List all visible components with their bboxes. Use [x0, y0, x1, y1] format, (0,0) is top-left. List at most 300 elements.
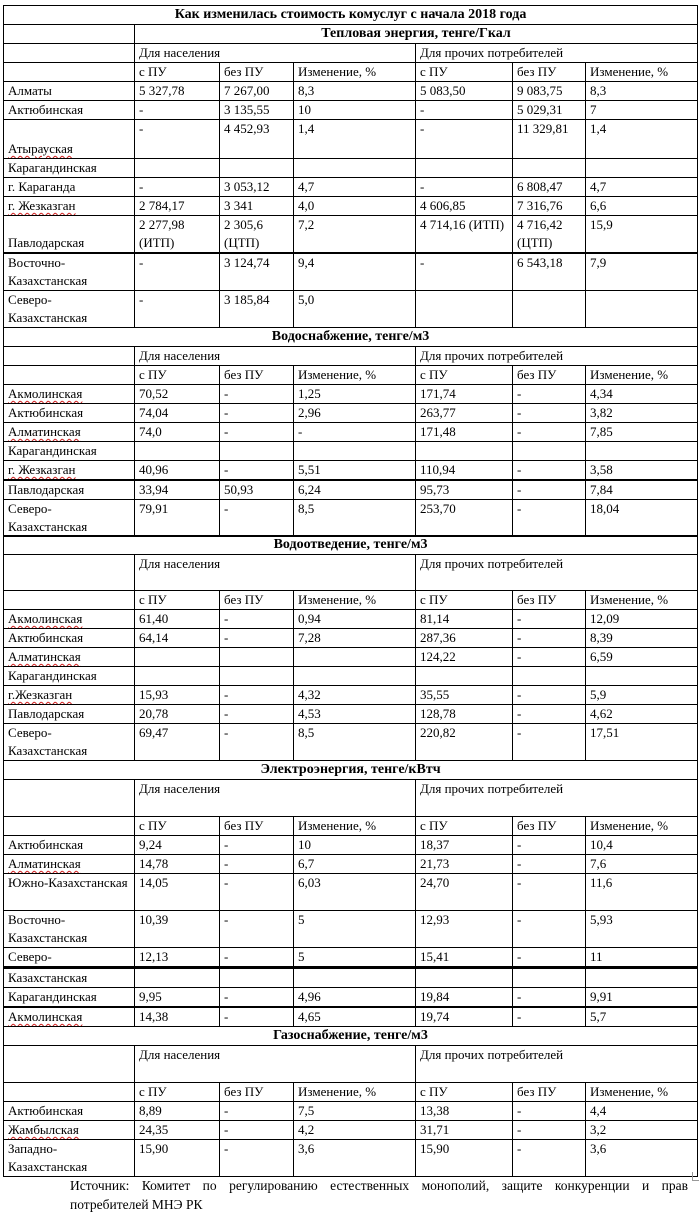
value-pop-without-meter [220, 648, 294, 667]
region-name: Восточно-Казахстанская [4, 911, 135, 948]
table-row [4, 423, 698, 442]
value-oth-without-meter: - [513, 1007, 586, 1027]
col-without-meter: без ПУ [513, 63, 586, 82]
value-pop-with-meter: 12,13 [135, 948, 220, 968]
value-pop-change: 7,28 [294, 629, 416, 648]
value-pop-change [294, 442, 416, 461]
value-oth-with-meter: 287,36 [416, 629, 513, 648]
value-pop-change: 7,5 [294, 1102, 416, 1121]
value-oth-without-meter: - [513, 385, 586, 404]
col-change: Изменение, % [586, 591, 698, 610]
region-name: Актюбинская [4, 836, 135, 855]
value-oth-with-meter: 263,77 [416, 404, 513, 423]
table-row [4, 969, 698, 988]
value-pop-with-meter: 2 784,17 [135, 197, 220, 216]
value-pop-without-meter: - [220, 500, 294, 537]
value-pop-change: 7,2 [294, 216, 416, 254]
table-row [4, 461, 698, 481]
section-title-gas: Газоснабжение, тенге/м3 [4, 1027, 698, 1046]
value-oth-change: 5,93 [586, 911, 698, 948]
col-with-meter: с ПУ [416, 817, 513, 836]
value-pop-without-meter: - [220, 874, 294, 911]
value-pop-with-meter: 14,38 [135, 1007, 220, 1027]
section-title-water: Водоснабжение, тенге/м3 [4, 328, 698, 347]
value-pop-without-meter: 3 124,74 [220, 253, 294, 291]
value-pop-change: 4,32 [294, 686, 416, 705]
region-name: Алматинская [4, 423, 135, 442]
value-pop-with-meter: - [135, 178, 220, 197]
value-oth-without-meter: - [513, 874, 586, 911]
value-oth-with-meter: 15,90 [416, 1140, 513, 1177]
group-others: Для прочих потребителей [416, 1046, 698, 1083]
group-population: Для населения [135, 347, 416, 366]
value-pop-with-meter: 10,39 [135, 911, 220, 948]
value-pop-change: 4,2 [294, 1121, 416, 1140]
col-without-meter: без ПУ [513, 1083, 586, 1102]
value-oth-without-meter: - [513, 480, 586, 500]
value-pop-change: 4,65 [294, 1007, 416, 1027]
table-row [4, 1007, 698, 1027]
value-pop-change: 3,6 [294, 1140, 416, 1177]
value-pop-without-meter [220, 159, 294, 178]
value-pop-change: 8,5 [294, 500, 416, 537]
value-pop-without-meter: 2 305,6 (ЦТП) [220, 216, 294, 254]
col-with-meter: с ПУ [135, 591, 220, 610]
value-oth-without-meter: - [513, 629, 586, 648]
value-oth-without-meter: 6 543,18 [513, 253, 586, 291]
value-oth-change [586, 159, 698, 178]
value-pop-with-meter: 33,94 [135, 480, 220, 500]
value-oth-with-meter: 110,94 [416, 461, 513, 481]
value-oth-with-meter: - [416, 120, 513, 159]
value-pop-without-meter: 7 267,00 [220, 82, 294, 101]
value-oth-change: 3,58 [586, 461, 698, 481]
group-others: Для прочих потребителей [416, 780, 698, 817]
value-oth-with-meter [416, 969, 513, 988]
value-oth-change: 7,6 [586, 855, 698, 874]
value-pop-with-meter [135, 667, 220, 686]
value-oth-with-meter: 18,37 [416, 836, 513, 855]
col-without-meter: без ПУ [513, 366, 586, 385]
value-oth-with-meter: 24,70 [416, 874, 513, 911]
table-row [4, 705, 698, 724]
value-oth-with-meter: 220,82 [416, 724, 513, 761]
group-population: Для населения [135, 44, 416, 63]
section-title-electro: Электроэнергия, тенге/кВтч [4, 761, 698, 780]
group-population: Для населения [135, 555, 416, 591]
table-row [4, 610, 698, 629]
value-oth-without-meter [513, 291, 586, 328]
value-pop-with-meter: 2 277,98 (ИТП) [135, 216, 220, 254]
value-oth-without-meter: 4 716,42 (ЦТП) [513, 216, 586, 254]
tariff-table-part-1 [3, 5, 698, 537]
value-pop-change: - [294, 423, 416, 442]
value-pop-with-meter: 79,91 [135, 500, 220, 537]
value-oth-with-meter: 171,74 [416, 385, 513, 404]
page-corner-mark [692, 1172, 699, 1181]
table-row [4, 480, 698, 500]
value-oth-change: 3,2 [586, 1121, 698, 1140]
value-pop-with-meter: - [135, 253, 220, 291]
table-row [4, 686, 698, 705]
value-oth-with-meter: 81,14 [416, 610, 513, 629]
value-oth-with-meter: 95,73 [416, 480, 513, 500]
value-oth-change: 1,4 [586, 120, 698, 159]
value-pop-with-meter: - [135, 120, 220, 159]
region-name: Карагандинская [4, 442, 135, 461]
value-pop-without-meter: 3 053,12 [220, 178, 294, 197]
subheader-row [4, 817, 698, 836]
value-oth-change: 3,6 [586, 1140, 698, 1177]
value-oth-change: 8,3 [586, 82, 698, 101]
value-pop-without-meter: - [220, 911, 294, 948]
col-with-meter: с ПУ [416, 63, 513, 82]
col-without-meter: без ПУ [220, 591, 294, 610]
value-pop-change: 6,03 [294, 874, 416, 911]
value-oth-change [586, 291, 698, 328]
value-pop-change: 5 [294, 948, 416, 968]
value-oth-without-meter: - [513, 648, 586, 667]
region-name: Актюбинская [4, 404, 135, 423]
group-population: Для населения [135, 1046, 416, 1083]
region-name: г.Жезказган [4, 686, 135, 705]
value-oth-change: 4,4 [586, 1102, 698, 1121]
value-pop-change: 4,53 [294, 705, 416, 724]
table-row [4, 1140, 698, 1177]
value-pop-change [294, 667, 416, 686]
subheader-row [4, 366, 698, 385]
value-oth-with-meter: 4 606,85 [416, 197, 513, 216]
value-oth-without-meter: - [513, 911, 586, 948]
table-row [4, 1102, 698, 1121]
table-row [4, 874, 698, 911]
value-pop-without-meter [220, 969, 294, 988]
col-without-meter: без ПУ [220, 1083, 294, 1102]
value-oth-change: 5,9 [586, 686, 698, 705]
col-change: Изменение, % [294, 63, 416, 82]
value-pop-without-meter: 3 135,55 [220, 101, 294, 120]
value-pop-without-meter: 3 185,84 [220, 291, 294, 328]
value-oth-with-meter: 128,78 [416, 705, 513, 724]
value-oth-change [586, 969, 698, 988]
value-pop-change: 5 [294, 911, 416, 948]
col-with-meter: с ПУ [416, 366, 513, 385]
value-pop-without-meter: - [220, 1007, 294, 1027]
value-oth-change: 17,51 [586, 724, 698, 761]
col-with-meter: с ПУ [135, 366, 220, 385]
value-pop-without-meter: - [220, 948, 294, 968]
value-oth-change: 9,91 [586, 988, 698, 1008]
region-name: Алматинская [4, 648, 135, 667]
table-row [4, 253, 698, 291]
value-pop-without-meter: 50,93 [220, 480, 294, 500]
value-pop-with-meter: 5 327,78 [135, 82, 220, 101]
value-pop-change: 4,96 [294, 988, 416, 1008]
region-name: Северо-Казахстанская [4, 291, 135, 328]
value-pop-without-meter: 3 341 [220, 197, 294, 216]
value-pop-without-meter: - [220, 461, 294, 481]
value-oth-change: 4,7 [586, 178, 698, 197]
value-oth-without-meter: - [513, 500, 586, 537]
value-pop-change: 4,7 [294, 178, 416, 197]
value-oth-without-meter: - [513, 1140, 586, 1177]
group-others: Для прочих потребителей [416, 347, 698, 366]
value-oth-with-meter: - [416, 178, 513, 197]
table-row [4, 291, 698, 328]
value-pop-without-meter [220, 667, 294, 686]
value-pop-without-meter: - [220, 423, 294, 442]
table-row [4, 836, 698, 855]
value-oth-change: 12,09 [586, 610, 698, 629]
region-name: Акмолинская [4, 610, 135, 629]
table-row [4, 948, 698, 968]
value-pop-without-meter: - [220, 988, 294, 1008]
value-oth-without-meter: - [513, 461, 586, 481]
region-name: г. Жезказган [4, 461, 135, 481]
col-without-meter: без ПУ [513, 591, 586, 610]
value-pop-with-meter: 61,40 [135, 610, 220, 629]
region-name: Акмолинская [4, 385, 135, 404]
region-name: Акмолинская [4, 1007, 135, 1027]
value-oth-change: 4,62 [586, 705, 698, 724]
table-row [4, 724, 698, 761]
value-oth-with-meter: 4 714,16 (ИТП) [416, 216, 513, 254]
value-pop-without-meter [220, 442, 294, 461]
table-row [4, 82, 698, 101]
value-oth-with-meter: 124,22 [416, 648, 513, 667]
region-name: Павлодарская [4, 480, 135, 500]
col-change: Изменение, % [586, 366, 698, 385]
region-name: Северо-Казахстанская [4, 500, 135, 537]
value-oth-with-meter: - [416, 101, 513, 120]
value-oth-with-meter [416, 159, 513, 178]
value-pop-with-meter: 20,78 [135, 705, 220, 724]
value-oth-change: 8,39 [586, 629, 698, 648]
value-pop-without-meter: - [220, 836, 294, 855]
value-pop-with-meter: 9,24 [135, 836, 220, 855]
region-name: Северо-Казахстанская [4, 724, 135, 761]
value-oth-with-meter: 15,41 [416, 948, 513, 968]
value-pop-with-meter [135, 648, 220, 667]
table-row [4, 1121, 698, 1140]
group-others: Для прочих потребителей [416, 44, 698, 63]
value-oth-without-meter [513, 159, 586, 178]
value-pop-change: 1,25 [294, 385, 416, 404]
value-oth-without-meter: - [513, 948, 586, 968]
value-oth-without-meter: - [513, 836, 586, 855]
region-name: г. Караганда [4, 178, 135, 197]
value-pop-with-meter [135, 159, 220, 178]
table-row [4, 159, 698, 178]
value-oth-change: 7,85 [586, 423, 698, 442]
value-oth-without-meter: 7 316,76 [513, 197, 586, 216]
value-oth-with-meter: 12,93 [416, 911, 513, 948]
value-oth-without-meter [513, 969, 586, 988]
value-pop-change: 0,94 [294, 610, 416, 629]
value-pop-change: 5,0 [294, 291, 416, 328]
subheader-row [4, 591, 698, 610]
table-row [4, 216, 698, 254]
value-pop-change [294, 969, 416, 988]
value-oth-without-meter [513, 442, 586, 461]
value-pop-without-meter: - [220, 610, 294, 629]
value-pop-change: 6,7 [294, 855, 416, 874]
value-pop-with-meter: 9,95 [135, 988, 220, 1008]
value-oth-with-meter [416, 667, 513, 686]
value-oth-with-meter: 35,55 [416, 686, 513, 705]
value-pop-change: 2,96 [294, 404, 416, 423]
value-oth-with-meter: 31,71 [416, 1121, 513, 1140]
value-pop-change [294, 159, 416, 178]
table-row [4, 911, 698, 948]
value-pop-change: 8,3 [294, 82, 416, 101]
tariff-table-part-2 [3, 535, 698, 968]
value-pop-without-meter: - [220, 385, 294, 404]
value-oth-change: 7 [586, 101, 698, 120]
value-pop-change [294, 648, 416, 667]
value-pop-change: 10 [294, 101, 416, 120]
value-pop-without-meter: - [220, 1140, 294, 1177]
region-name: Актюбинская [4, 629, 135, 648]
table-row [4, 404, 698, 423]
value-oth-change: 6,6 [586, 197, 698, 216]
value-pop-change: 5,51 [294, 461, 416, 481]
region-name: Восточно-Казахстанская [4, 253, 135, 291]
table-row [4, 988, 698, 1008]
value-pop-without-meter: - [220, 629, 294, 648]
tariff-table-part-3 [3, 968, 698, 1177]
value-pop-with-meter [135, 442, 220, 461]
region-name: Северо- [4, 948, 135, 968]
value-oth-without-meter: - [513, 724, 586, 761]
value-pop-change: 4,0 [294, 197, 416, 216]
value-pop-with-meter: 14,05 [135, 874, 220, 911]
region-name: Алматы [4, 82, 135, 101]
col-change: Изменение, % [586, 63, 698, 82]
value-oth-change: 3,82 [586, 404, 698, 423]
value-oth-without-meter: 11 329,81 [513, 120, 586, 159]
col-with-meter: с ПУ [416, 1083, 513, 1102]
value-pop-without-meter: - [220, 724, 294, 761]
table-row [4, 178, 698, 197]
value-pop-with-meter: 14,78 [135, 855, 220, 874]
group-others: Для прочих потребителей [416, 555, 698, 591]
value-pop-with-meter: 24,35 [135, 1121, 220, 1140]
value-oth-with-meter [416, 291, 513, 328]
value-pop-with-meter: 8,89 [135, 1102, 220, 1121]
value-oth-change: 7,9 [586, 253, 698, 291]
table-row [4, 629, 698, 648]
section-title-heat: Тепловая энергия, тенге/Гкал [135, 25, 698, 44]
col-with-meter: с ПУ [135, 63, 220, 82]
col-without-meter: без ПУ [220, 63, 294, 82]
value-oth-change: 7,84 [586, 480, 698, 500]
value-pop-without-meter: - [220, 855, 294, 874]
value-oth-without-meter: - [513, 855, 586, 874]
value-pop-change: 1,4 [294, 120, 416, 159]
region-name: Павлодарская [4, 216, 135, 254]
value-oth-change: 18,04 [586, 500, 698, 537]
region-name: г. Жезказган [4, 197, 135, 216]
region-name: Актюбинская [4, 101, 135, 120]
col-change: Изменение, % [294, 591, 416, 610]
table-row [4, 648, 698, 667]
subheader-row [4, 63, 698, 82]
col-with-meter: с ПУ [135, 817, 220, 836]
col-without-meter: без ПУ [220, 366, 294, 385]
value-oth-change [586, 667, 698, 686]
value-oth-without-meter: - [513, 705, 586, 724]
region-name: Павлодарская [4, 705, 135, 724]
table-row [4, 120, 698, 159]
value-pop-with-meter: 69,47 [135, 724, 220, 761]
region-name: Южно-Казахстанская [4, 874, 135, 911]
value-oth-change: 11 [586, 948, 698, 968]
value-oth-without-meter: 9 083,75 [513, 82, 586, 101]
value-pop-with-meter [135, 969, 220, 988]
region-name: Актюбинская [4, 1102, 135, 1121]
region-name: Западно-Казахстанская [4, 1140, 135, 1177]
value-oth-change: 10,4 [586, 836, 698, 855]
col-without-meter: без ПУ [513, 817, 586, 836]
table-row [4, 197, 698, 216]
value-pop-change: 6,24 [294, 480, 416, 500]
col-with-meter: с ПУ [135, 1083, 220, 1102]
col-change: Изменение, % [294, 817, 416, 836]
value-oth-change [586, 442, 698, 461]
value-oth-change: 5,7 [586, 1007, 698, 1027]
value-oth-without-meter: - [513, 423, 586, 442]
table-row [4, 101, 698, 120]
value-pop-with-meter: 64,14 [135, 629, 220, 648]
value-pop-without-meter: - [220, 404, 294, 423]
value-oth-without-meter: 6 808,47 [513, 178, 586, 197]
region-name: Атырауская [4, 120, 135, 159]
value-oth-with-meter: 19,74 [416, 1007, 513, 1027]
value-oth-without-meter: - [513, 988, 586, 1008]
value-pop-with-meter: 40,96 [135, 461, 220, 481]
value-oth-without-meter: - [513, 686, 586, 705]
col-without-meter: без ПУ [220, 817, 294, 836]
col-with-meter: с ПУ [416, 591, 513, 610]
value-oth-change: 4,34 [586, 385, 698, 404]
col-change: Изменение, % [294, 366, 416, 385]
table-title: Как изменилась стоимость комуслуг с начала 2018 года [4, 6, 698, 25]
value-oth-with-meter [416, 442, 513, 461]
value-oth-with-meter: - [416, 253, 513, 291]
value-oth-with-meter: 171,48 [416, 423, 513, 442]
value-pop-with-meter: 15,93 [135, 686, 220, 705]
value-pop-without-meter: - [220, 705, 294, 724]
subheader-row [4, 1083, 698, 1102]
table-row [4, 500, 698, 537]
col-change: Изменение, % [294, 1083, 416, 1102]
value-oth-change: 11,6 [586, 874, 698, 911]
value-pop-with-meter: 70,52 [135, 385, 220, 404]
value-oth-without-meter: - [513, 1121, 586, 1140]
region-name: Алматинская [4, 855, 135, 874]
value-oth-with-meter: 253,70 [416, 500, 513, 537]
value-oth-without-meter [513, 667, 586, 686]
value-oth-without-meter: - [513, 404, 586, 423]
region-name: Карагандинская [4, 667, 135, 686]
value-pop-without-meter: 4 452,93 [220, 120, 294, 159]
value-oth-without-meter: - [513, 610, 586, 629]
value-pop-change: 10 [294, 836, 416, 855]
value-pop-without-meter: - [220, 686, 294, 705]
value-pop-with-meter: 15,90 [135, 1140, 220, 1177]
region-name: Жамбылская [4, 1121, 135, 1140]
